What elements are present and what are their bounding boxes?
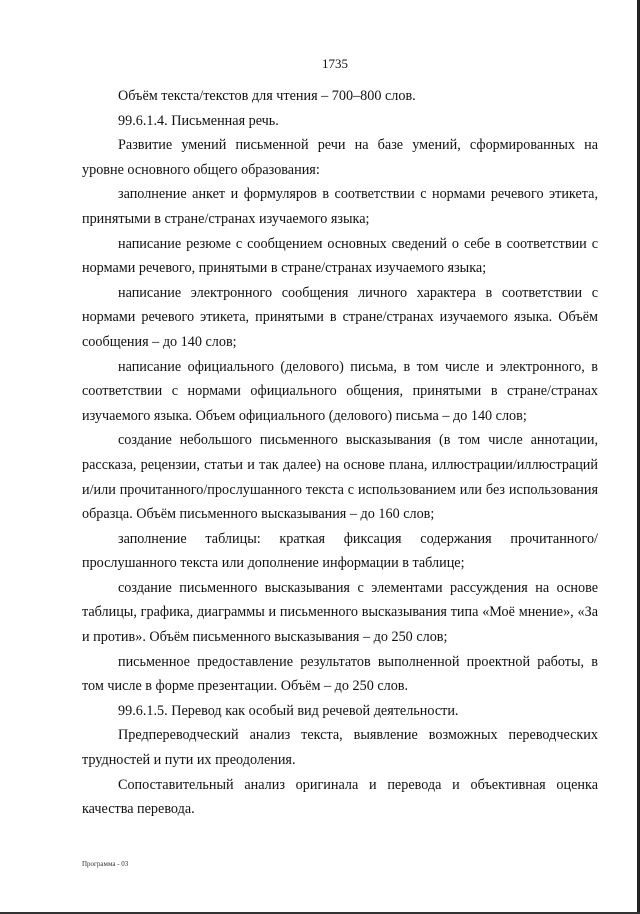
paragraph-table-filling: заполнение таблицы: краткая фиксация содержания прочитанного/ прослушанного текста или дополнение информации в таблице; [82,530,598,572]
paragraph-project-results: письменное предоставление результатов выполненной проектной работы, в том числе в форме презентации. Объём – до 250 слов. [82,653,598,695]
paragraph-official-letter: написание официального (делового) письма, в том числе и электронного, в соответствии с нормами официального общения, принятыми в стране/странах изучаемого языка. Объем официального (делового) письма – до 140 слов; [82,358,598,424]
paragraph-reasoning-statement: создание письменного высказывания с элементами рассуждения на основе таблицы, графика, диаграммы и письменного высказывания типа «Моё мнение», «За и против». Объём письменного высказывания – до 250 слов; [82,579,598,646]
paragraph-resume: написание резюме с сообщением основных сведений о себе в соответствии с нормами речевого, принятыми в стране/странах изучаемого языка; [82,235,598,277]
paragraph-email: написание электронного сообщения личного характера в соответствии с нормами речевого этикета, принятыми в стране/странах изучаемого языка. Объём сообщения – до 140 слов; [82,284,598,350]
paragraph-forms: заполнение анкет и формуляров в соответствии с нормами речевого этикета, принятыми в стране/странах изучаемого языка; [82,186,598,227]
document-body [82,84,598,822]
paragraph-pre-translation: Предпереводческий анализ текста, выявление возможных переводческих трудностей и пути их преодоления. [82,727,598,769]
page-number: 1735 [322,56,348,71]
paragraph-section-writing: 99.6.1.4. Письменная речь. [118,112,279,129]
paragraph-comparative-analysis: Сопоставительный анализ оригинала и перевода и объективная оценка качества перевода. [82,776,598,818]
paragraph-reading-volume: Объём текста/текстов для чтения – 700–800 слов. [118,88,416,104]
paragraph-short-statement: создание небольшого письменного высказывания (в том числе аннотации, рассказа, рецензии, статьи и так далее) на основе плана, иллюстрации/иллюстраций и/или прочитанного/прослушанного текста с использованием или без использования образца. Объём письменного высказывания – до 160 слов; [82,432,598,523]
paragraph-writing-intro: Развитие умений письменной речи на базе умений, сформированных на уровне основного общего образования: [82,137,598,178]
paragraph-section-translation: 99.6.1.5. Перевод как особый вид речевой деятельности. [118,702,459,719]
footer-program-label: Программа - 03 [82,860,129,868]
